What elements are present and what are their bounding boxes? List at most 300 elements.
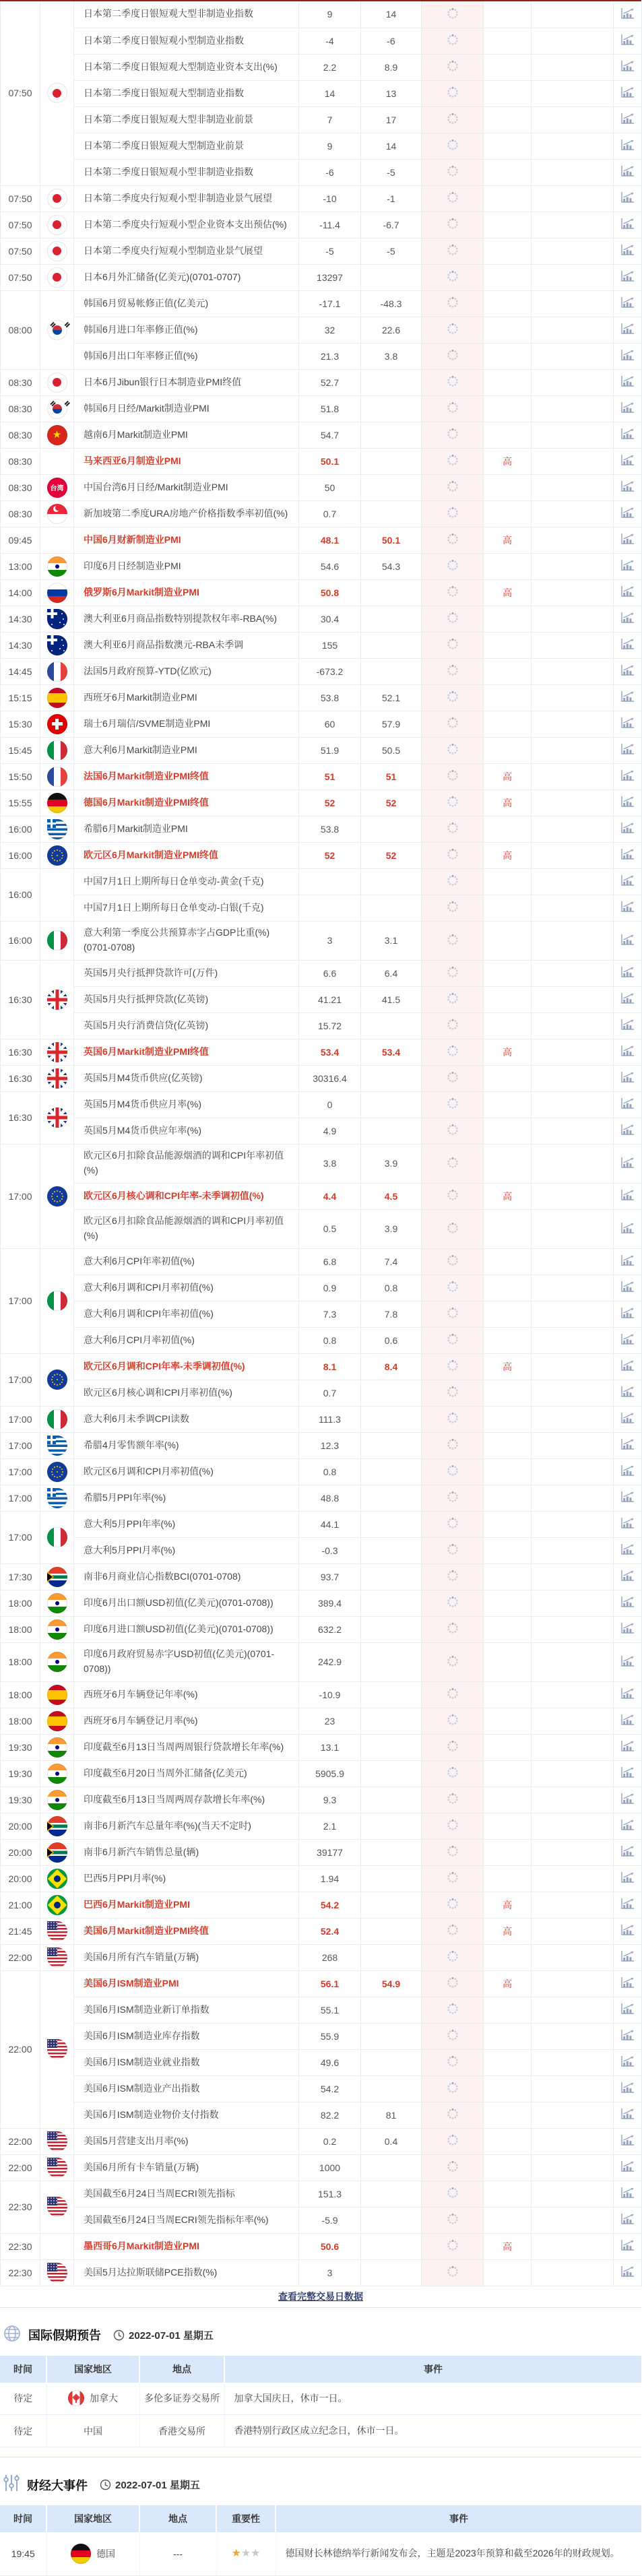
importance-cell — [484, 159, 532, 185]
chart-icon[interactable] — [620, 822, 635, 834]
chart-icon[interactable] — [620, 270, 635, 282]
flag-cell — [40, 1039, 74, 1065]
loading-spinner-icon — [447, 1258, 459, 1268]
impact-cell — [532, 2102, 614, 2128]
chart-icon[interactable] — [620, 1766, 635, 1778]
importance-cell — [484, 1301, 532, 1327]
country-name: 加拿大 — [90, 2393, 118, 2404]
calendar-row[interactable] — [1, 1813, 642, 1839]
calendar-row[interactable] — [1, 369, 642, 395]
chart-icon[interactable] — [620, 1438, 635, 1450]
ch-flag-icon — [47, 714, 67, 734]
impact-cell — [532, 343, 614, 369]
calendar-row[interactable] — [1, 632, 642, 658]
chart-icon[interactable] — [620, 2055, 635, 2067]
chart-icon[interactable] — [620, 1793, 635, 1805]
previous-value-cell: 44.1 — [299, 1511, 361, 1537]
flag-cell — [40, 1970, 74, 2128]
chart-icon[interactable] — [620, 375, 635, 387]
importance-cell — [484, 1275, 532, 1301]
chart-icon[interactable] — [620, 1714, 635, 1726]
chart-icon[interactable] — [620, 1281, 635, 1293]
calendar-row[interactable] — [1, 1275, 642, 1301]
impact-cell — [532, 606, 614, 632]
time-cell: 08:30 — [1, 422, 40, 448]
published-value-cell — [422, 986, 484, 1012]
calendar-row[interactable] — [1, 658, 642, 684]
loading-spinner-icon — [447, 195, 459, 205]
calendar-row[interactable] — [1, 2207, 642, 2233]
previous-value-cell: 5905.9 — [299, 1760, 361, 1786]
calendar-row[interactable] — [1, 159, 642, 185]
flag-cell — [40, 1091, 74, 1144]
calendar-row[interactable] — [1, 579, 642, 606]
forecast-value-cell: 14 — [361, 1, 422, 28]
calendar-row[interactable] — [1, 212, 642, 238]
chart-icon[interactable] — [620, 244, 635, 256]
published-value-cell — [422, 1511, 484, 1537]
calendar-row[interactable] — [1, 2049, 642, 2075]
calendar-row[interactable] — [1, 448, 642, 474]
calendar-row[interactable] — [1, 1997, 642, 2023]
chart-icon[interactable] — [620, 638, 635, 650]
chart-icon[interactable] — [620, 1124, 635, 1136]
calendar-row[interactable] — [1, 185, 642, 212]
time-cell: 21:45 — [1, 1918, 40, 1944]
importance-cell — [484, 553, 532, 579]
calendar-row[interactable] — [1, 238, 642, 264]
previous-value-cell: -673.2 — [299, 658, 361, 684]
published-value-cell — [422, 1997, 484, 2023]
importance-cell — [484, 2075, 532, 2102]
published-value-cell — [422, 1065, 484, 1091]
calendar-row[interactable] — [1, 1918, 642, 1944]
published-value-cell — [422, 2233, 484, 2259]
chart-cell — [614, 1511, 642, 1537]
event-name-cell: 美国6月所有汽车销量(万辆) — [74, 1944, 299, 1970]
event-name-cell: 越南6月Markit制造业PMI — [74, 422, 299, 448]
big-event-column-header: 地点 — [139, 2505, 216, 2532]
chart-icon[interactable] — [620, 1543, 635, 1555]
chart-icon[interactable] — [620, 796, 635, 808]
impact-cell — [532, 711, 614, 737]
chart-icon[interactable] — [620, 1491, 635, 1503]
time-cell: 08:30 — [1, 448, 40, 474]
previous-value-cell: 52 — [299, 842, 361, 868]
time-cell: 17:00 — [1, 1144, 40, 1248]
time-cell: 16:00 — [1, 868, 40, 921]
chart-icon[interactable] — [620, 1740, 635, 1752]
chart-icon[interactable] — [620, 139, 635, 151]
chart-icon[interactable] — [620, 401, 635, 414]
chart-icon[interactable] — [620, 992, 635, 1004]
event-name-cell: 欧元区6月核心调和CPI年率-未季调初值(%) — [74, 1183, 299, 1209]
time-cell: 14:45 — [1, 658, 40, 684]
view-full-data-link[interactable]: 查看完整交易日数据 — [278, 2291, 363, 2302]
chart-icon[interactable] — [620, 2265, 635, 2278]
time-cell: 15:45 — [1, 737, 40, 763]
chart-cell — [614, 1353, 642, 1380]
chart-icon[interactable] — [620, 664, 635, 676]
importance-cell — [484, 238, 532, 264]
calendar-row[interactable] — [1, 868, 642, 895]
event-name-cell: 日本6月Jibun银行日本制造业PMI终值 — [74, 369, 299, 395]
previous-value-cell: 50.8 — [299, 579, 361, 606]
calendar-row[interactable] — [1, 1209, 642, 1248]
impact-cell — [532, 1458, 614, 1485]
calendar-row[interactable] — [1, 422, 642, 448]
calendar-row[interactable] — [1, 1760, 642, 1786]
calendar-row[interactable] — [1, 921, 642, 960]
chart-icon[interactable] — [620, 1359, 635, 1372]
calendar-row[interactable] — [1, 1248, 642, 1275]
published-value-cell — [422, 317, 484, 343]
au-flag-icon — [47, 635, 67, 655]
event-name-cell: 巴西6月Markit制造业PMI — [74, 1892, 299, 1918]
flag-cell — [40, 763, 74, 790]
chart-icon[interactable] — [620, 848, 635, 860]
calendar-row[interactable] — [1, 737, 642, 763]
previous-value-cell: 2.2 — [299, 54, 361, 80]
chart-icon[interactable] — [620, 1976, 635, 1989]
calendar-row[interactable] — [1, 553, 642, 579]
big-event-time-cell: 19:45 — [0, 2532, 46, 2575]
chart-icon[interactable] — [620, 1596, 635, 1608]
flag-cell — [40, 1918, 74, 1944]
calendar-row[interactable] — [1, 1091, 642, 1118]
published-value-cell — [422, 2154, 484, 2181]
calendar-row[interactable] — [1, 317, 642, 343]
published-value-cell — [422, 264, 484, 290]
chart-icon[interactable] — [620, 2213, 635, 2225]
published-value-cell — [422, 1144, 484, 1183]
forecast-value-cell — [361, 474, 422, 501]
calendar-row[interactable] — [1, 1892, 642, 1918]
chart-icon[interactable] — [620, 1622, 635, 1634]
chart-icon[interactable] — [620, 1333, 635, 1345]
chart-icon[interactable] — [620, 1386, 635, 1398]
forecast-value-cell — [361, 658, 422, 684]
calendar-row[interactable] — [1, 474, 642, 501]
importance-cell — [484, 317, 532, 343]
impact-cell — [532, 1642, 614, 1681]
importance-cell — [484, 2154, 532, 2181]
calendar-row[interactable] — [1, 1039, 642, 1065]
chart-icon[interactable] — [620, 1019, 635, 1031]
loading-spinner-icon — [447, 326, 459, 337]
importance-cell — [484, 185, 532, 212]
chart-icon[interactable] — [620, 34, 635, 46]
loading-spinner-icon — [447, 615, 459, 626]
chart-icon[interactable] — [620, 769, 635, 781]
calendar-row[interactable] — [1, 2128, 642, 2154]
published-value-cell — [422, 28, 484, 54]
forecast-value-cell — [361, 1458, 422, 1485]
chart-icon[interactable] — [620, 717, 635, 729]
calendar-row[interactable] — [1, 606, 642, 632]
calendar-row[interactable] — [1, 1681, 642, 1708]
calendar-row[interactable] — [1, 264, 642, 290]
big-event-row[interactable] — [0, 2532, 641, 2575]
chart-icon[interactable] — [620, 1464, 635, 1477]
chart-icon[interactable] — [620, 2108, 635, 2120]
importance-cell — [484, 369, 532, 395]
calendar-row[interactable] — [1, 2181, 642, 2207]
event-name-cell: 意大利6月调和CPI月率初值(%) — [74, 1275, 299, 1301]
importance-cell — [484, 1248, 532, 1275]
calendar-row[interactable] — [1, 684, 642, 711]
calendar-row[interactable] — [1, 1432, 642, 1458]
calendar-row[interactable] — [1, 816, 642, 842]
chart-icon[interactable] — [620, 86, 635, 98]
chart-icon[interactable] — [620, 533, 635, 545]
calendar-row[interactable] — [1, 527, 642, 553]
impact-cell — [532, 1786, 614, 1813]
calendar-row[interactable] — [1, 711, 642, 737]
chart-cell — [614, 2233, 642, 2259]
calendar-row[interactable] — [1, 790, 642, 816]
published-value-cell — [422, 1209, 484, 1248]
chart-icon[interactable] — [620, 1222, 635, 1234]
impact-cell — [532, 369, 614, 395]
chart-icon[interactable] — [620, 1845, 635, 1857]
chart-icon[interactable] — [620, 2003, 635, 2015]
calendar-row[interactable] — [1, 960, 642, 986]
chart-icon[interactable] — [620, 1570, 635, 1582]
chart-icon[interactable] — [620, 1517, 635, 1529]
forecast-value-cell — [361, 1708, 422, 1734]
chart-icon[interactable] — [620, 1412, 635, 1424]
impact-cell — [532, 632, 614, 658]
forecast-value-cell — [361, 579, 422, 606]
calendar-row[interactable] — [1, 1380, 642, 1406]
calendar-row[interactable] — [1, 80, 642, 106]
calendar-row[interactable] — [1, 2259, 642, 2286]
chart-icon[interactable] — [620, 1071, 635, 1083]
calendar-row[interactable] — [1, 290, 642, 317]
flag-cell — [40, 737, 74, 763]
calendar-row[interactable] — [1, 1485, 642, 1511]
chart-icon[interactable] — [620, 323, 635, 335]
chart-icon[interactable] — [620, 934, 635, 946]
calendar-row[interactable] — [1, 1564, 642, 1590]
chart-cell — [614, 1590, 642, 1616]
chart-icon[interactable] — [620, 1687, 635, 1700]
calendar-row[interactable] — [1, 1, 642, 28]
chart-icon[interactable] — [620, 2029, 635, 2041]
previous-value-cell: 151.3 — [299, 2181, 361, 2207]
calendar-row[interactable] — [1, 895, 642, 921]
chart-icon[interactable] — [620, 2160, 635, 2172]
loading-spinner-icon — [447, 1225, 459, 1236]
loading-spinner-icon — [447, 2059, 459, 2069]
chart-icon[interactable] — [620, 191, 635, 203]
chart-icon[interactable] — [620, 428, 635, 440]
chart-icon[interactable] — [620, 1157, 635, 1169]
previous-value-cell: 155 — [299, 632, 361, 658]
calendar-row[interactable] — [1, 395, 642, 422]
loading-spinner-icon — [447, 1494, 459, 1505]
calendar-row[interactable] — [1, 1406, 642, 1432]
calendar-row[interactable] — [1, 54, 642, 80]
forecast-value-cell — [361, 1839, 422, 1865]
impact-cell — [532, 2049, 614, 2075]
calendar-row[interactable] — [1, 1353, 642, 1380]
calendar-row[interactable] — [1, 2154, 642, 2181]
calendar-row[interactable] — [1, 343, 642, 369]
published-value-cell — [422, 501, 484, 527]
calendar-row[interactable] — [1, 1118, 642, 1144]
chart-cell — [614, 2181, 642, 2207]
calendar-row[interactable] — [1, 1065, 642, 1091]
calendar-row[interactable] — [1, 1144, 642, 1183]
flag-cell — [40, 264, 74, 290]
time-cell: 17:00 — [1, 1485, 40, 1511]
chart-icon[interactable] — [620, 454, 635, 466]
chart-icon[interactable] — [620, 507, 635, 519]
time-cell: 13:00 — [1, 553, 40, 579]
loading-spinner-icon — [447, 937, 459, 948]
impact-cell — [532, 1681, 614, 1708]
chart-icon[interactable] — [620, 1254, 635, 1266]
time-cell: 09:45 — [1, 527, 40, 553]
calendar-row[interactable] — [1, 1708, 642, 1734]
calendar-row[interactable] — [1, 1734, 642, 1760]
chart-cell — [614, 986, 642, 1012]
chart-icon[interactable] — [620, 60, 635, 72]
calendar-row[interactable] — [1, 2075, 642, 2102]
calendar-row[interactable] — [1, 28, 642, 54]
chart-icon[interactable] — [620, 2082, 635, 2094]
previous-value-cell: 55.9 — [299, 2023, 361, 2049]
chart-icon[interactable] — [620, 874, 635, 887]
calendar-row[interactable] — [1, 2233, 642, 2259]
calendar-row[interactable] — [1, 1970, 642, 1997]
importance-cell — [484, 80, 532, 106]
calendar-row[interactable] — [1, 1839, 642, 1865]
chart-icon[interactable] — [620, 1655, 635, 1667]
chart-icon[interactable] — [620, 165, 635, 177]
previous-value-cell: -10.9 — [299, 1681, 361, 1708]
impact-cell — [532, 1118, 614, 1144]
previous-value-cell: 32 — [299, 317, 361, 343]
chart-icon[interactable] — [620, 296, 635, 309]
calendar-row[interactable] — [1, 2102, 642, 2128]
holiday-row[interactable] — [0, 2383, 641, 2415]
loading-spinner-icon — [447, 1389, 459, 1400]
calendar-row[interactable] — [1, 133, 642, 159]
calendar-row[interactable] — [1, 1786, 642, 1813]
impact-cell — [532, 1353, 614, 1380]
calendar-row[interactable] — [1, 1944, 642, 1970]
previous-value-cell: 0.8 — [299, 1327, 361, 1353]
flag-cell — [40, 1590, 74, 1616]
chart-icon[interactable] — [620, 690, 635, 703]
calendar-row[interactable] — [1, 1616, 642, 1642]
chart-icon[interactable] — [620, 743, 635, 755]
jp-flag-icon — [47, 373, 67, 393]
calendar-row[interactable] — [1, 1301, 642, 1327]
holiday-row[interactable] — [0, 2415, 641, 2447]
time-cell: 16:30 — [1, 1065, 40, 1091]
chart-icon[interactable] — [620, 1924, 635, 1936]
event-name-cell: 南非6月新汽车总量年率(%)(当天不定时) — [74, 1813, 299, 1839]
impact-cell — [532, 1209, 614, 1248]
chart-icon[interactable] — [620, 612, 635, 624]
calendar-row[interactable] — [1, 1183, 642, 1209]
calendar-row[interactable] — [1, 1511, 642, 1537]
impact-cell — [532, 1865, 614, 1892]
calendar-row[interactable] — [1, 1458, 642, 1485]
chart-icon[interactable] — [620, 585, 635, 598]
loading-spinner-icon — [447, 484, 459, 494]
loading-spinner-icon — [447, 1980, 459, 1991]
importance-cell — [484, 1616, 532, 1642]
forecast-value-cell — [361, 448, 422, 474]
chart-icon[interactable] — [620, 112, 635, 125]
in-flag-icon — [47, 1593, 67, 1613]
calendar-row[interactable] — [1, 1590, 642, 1616]
chart-icon[interactable] — [620, 2239, 635, 2251]
chart-icon[interactable] — [620, 901, 635, 913]
chart-cell — [614, 28, 642, 54]
calendar-row[interactable] — [1, 763, 642, 790]
chart-icon[interactable] — [620, 966, 635, 978]
calendar-row[interactable] — [1, 1865, 642, 1892]
calendar-row[interactable] — [1, 1537, 642, 1564]
importance-cell — [484, 1564, 532, 1590]
chart-icon[interactable] — [620, 1097, 635, 1109]
big-event-country-cell — [46, 2532, 139, 2575]
impact-cell — [532, 1432, 614, 1458]
calendar-row[interactable] — [1, 2023, 642, 2049]
chart-cell — [614, 658, 642, 684]
published-value-cell — [422, 816, 484, 842]
calendar-row[interactable] — [1, 986, 642, 1012]
chart-icon[interactable] — [620, 1045, 635, 1057]
event-name-cell: 美国6月ISM制造业物价支付指数 — [74, 2102, 299, 2128]
chart-icon[interactable] — [620, 559, 635, 571]
calendar-row[interactable] — [1, 1642, 642, 1681]
published-value-cell — [422, 921, 484, 960]
loading-spinner-icon — [447, 405, 459, 416]
calendar-row[interactable] — [1, 501, 642, 527]
forecast-value-cell: 0.8 — [361, 1275, 422, 1301]
chart-icon[interactable] — [620, 1307, 635, 1319]
forecast-value-cell — [361, 422, 422, 448]
chart-icon[interactable] — [620, 1950, 635, 1962]
calendar-row[interactable] — [1, 106, 642, 133]
chart-icon[interactable] — [620, 7, 635, 20]
importance-cell: 高 — [484, 1039, 532, 1065]
chart-icon[interactable] — [620, 2187, 635, 2199]
chart-icon[interactable] — [620, 1898, 635, 1910]
chart-icon[interactable] — [620, 1189, 635, 1201]
us-flag-icon — [47, 1921, 67, 1941]
chart-icon[interactable] — [620, 2134, 635, 2146]
time-cell: 08:30 — [1, 501, 40, 527]
calendar-row[interactable] — [1, 1327, 642, 1353]
chart-icon[interactable] — [620, 480, 635, 492]
published-value-cell — [422, 369, 484, 395]
chart-icon[interactable] — [620, 218, 635, 230]
calendar-row[interactable] — [1, 1012, 642, 1039]
calendar-row[interactable] — [1, 842, 642, 868]
chart-icon[interactable] — [620, 1871, 635, 1883]
chart-icon[interactable] — [620, 349, 635, 361]
chart-cell — [614, 1327, 642, 1353]
chart-icon[interactable] — [620, 1819, 635, 1831]
